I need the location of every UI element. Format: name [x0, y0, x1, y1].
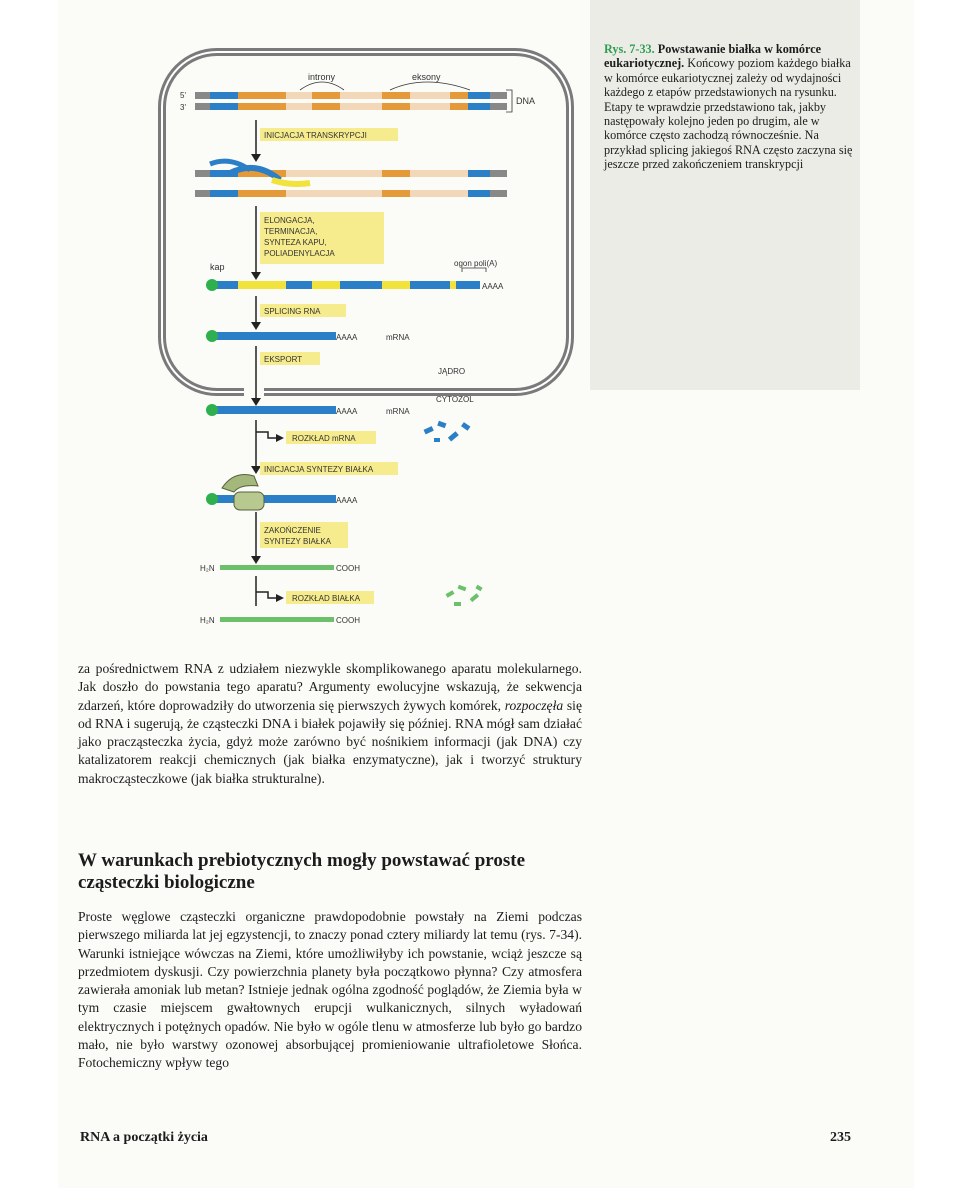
step-splicing: SPLICING RNA [264, 307, 321, 316]
protein-fragments [446, 585, 483, 606]
cytosol-label: CYTOZOL [436, 395, 474, 404]
step-elongation-4: POLIADENYLACJA [264, 249, 335, 258]
dna-label: DNA [516, 96, 536, 106]
body-paragraph-2: Proste węglowe cząsteczki organiczne prawdopodobnie powstały na Ziemi podczas pierwszego miliarda lat jej egzystencji, to znaczy ponad cztery miliardy lat temu (rys. 7-34). Warunki istniejące wówczas na Ziemi, które umożliwiłyby ich powstanie, wciąż jeszcze są przedmiotem dyskusji. Czy powierzchnia planety była początkowo płynna? Czy atmosfera zawierała amoniak lub metan? Istnieje jednak ogólna zgodność poglądów, że Ziemia była w tym czasie miejscem gwałtownych erupcji wulkanicznych, silnych wyładowań elektrycznych i potężnych opadów. Nie było w ogóle tlenu w atmosferze lub było go bardzo mało, nie było warstwy ozonowej absorbującej promieniowanie ultrafioletowe Słońca. Fotochemiczny wpływ tego [78, 909, 582, 1071]
protein-chain-final [220, 617, 334, 622]
caption-title: Powstawanie białka w komórce eukariotycznej. [604, 42, 822, 71]
ribosome [222, 475, 264, 511]
step-protein-degradation: ROZKŁAD BIAŁKA [292, 594, 361, 603]
page-number: 235 [830, 1130, 851, 1145]
running-title: RNA a początki życia [80, 1130, 208, 1145]
pre-mrna [206, 279, 480, 291]
step-elongation-2: TERMINACJA, [264, 227, 318, 236]
body-paragraph-1: za pośrednictwem RNA z udziałem niezwykle skomplikowanego aparatu molekularnego. Jak doszło do powstania tego aparatu? Argumenty ewolucyjne wskazują, że sekwencja zdarzeń, które doprowadziły do utworzenia się pierwszych żywych komórek, rozpoczęła się od RNA i sugerują, że cząsteczki DNA i białek pojawiły się później. RNA mógł sam działać jako pracząsteczka życia, gdyż może zarówno być nośnikiem informacji (jak DNA) czy katalizatorem reakcji chemicznych (jak białka enzymatyczne), jak i tworzyć struktury makrocząsteczkowe (jak białka strukturalne). [78, 661, 582, 786]
aaaa-label-1: AAAA [482, 282, 504, 291]
mrna-label-2: mRNA [386, 407, 410, 416]
caption-text: Końcowy poziom każdego białka w komórce eukariotycznej zależy od wydajności każdego z etapów przedstawionych na rysunku. Etapy te wprawdzie przedstawiono tak, jakby następowały kolejno jeden po drugim, ale w komórce często zachodzą równocześnie. Na przykład splicing jakiegoś RNA często zaczyna się jeszcze przed zakończeniem transkrypcji [604, 56, 853, 172]
transcription-bubble [195, 161, 507, 197]
cooh-label-1: COOH [336, 564, 360, 573]
three-prime-label: 3' [180, 103, 186, 112]
polya-tail-label: ogon poli(A) [454, 259, 498, 268]
aaaa-label-2: AAAA [336, 333, 358, 342]
mrna-label-1: mRNA [386, 333, 410, 342]
introns-label: introny [308, 72, 336, 82]
step-elongation-1: ELONGACJA, [264, 216, 315, 225]
translating-mrna [212, 495, 336, 503]
nuclear-pore [244, 384, 264, 398]
step-translation-end-1: ZAKOŃCZENIE [264, 526, 321, 535]
cap-circle [206, 279, 218, 291]
dna-double-strand [195, 92, 507, 110]
mature-mrna [212, 332, 336, 340]
h2n-label-1: H₂N [200, 564, 215, 573]
aaaa-label-4: AAAA [336, 496, 358, 505]
h2n-label-2: H₂N [200, 616, 215, 625]
step-mrna-degradation: ROZKŁAD mRNA [292, 434, 356, 443]
step-export: EKSPORT [264, 355, 303, 364]
nucleus-label: JĄDRO [438, 367, 466, 376]
figure-caption [604, 42, 858, 172]
cooh-label-2: COOH [336, 616, 360, 625]
gene-expression-figure [150, 40, 590, 640]
mrna-fragments [424, 421, 471, 442]
five-prime-label: 5' [180, 91, 186, 100]
caption-label: Rys. 7-33. [604, 42, 655, 56]
cytosolic-mrna [212, 406, 336, 414]
aaaa-label-3: AAAA [336, 407, 358, 416]
protein-chain [220, 565, 334, 570]
step-translation-end-2: SYNTEZY BIAŁKA [264, 537, 331, 546]
exons-label: eksony [412, 72, 441, 82]
step-transcription-initiation: INICJACJA TRANSKRYPCJI [264, 131, 367, 140]
step-elongation-3: SYNTEZA KAPU, [264, 238, 327, 247]
step-translation-initiation: INICJACJA SYNTEZY BIAŁKA [264, 465, 374, 474]
section-heading: W warunkach prebiotycznych mogły powstawać proste cząsteczki biologiczne [78, 850, 526, 893]
cap-label: kap [210, 262, 225, 272]
